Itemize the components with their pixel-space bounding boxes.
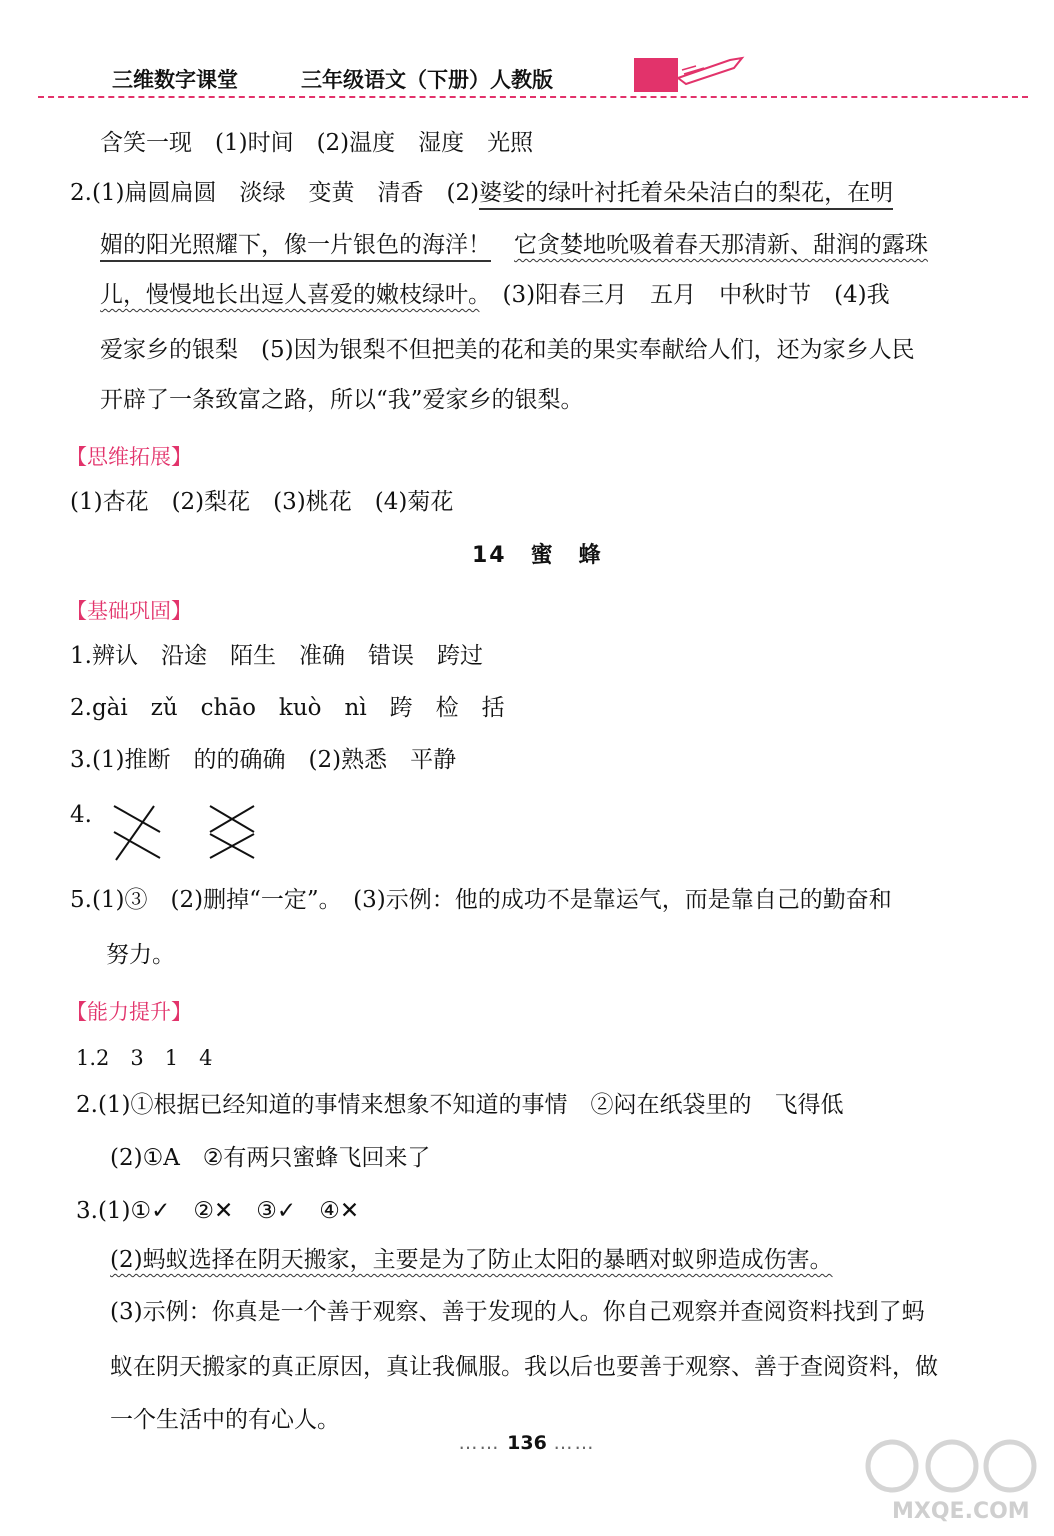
wavy-underlined-answer: (2)蚂蚁选择在阴天搬家，主要是为了防止太阳的暴晒对蚁卵造成伤害。 (110, 1247, 833, 1273)
answer-line: 2.gài zǔ chāo kuò nì 跨 检 括 (70, 695, 505, 721)
answer-line: 含笑一现 (1)时间 (2)温度 湿度 光照 (100, 130, 534, 156)
answer-line: (2)①A ②有两只蜜蜂飞回来了 (110, 1145, 431, 1171)
watermark-logo: MXQE.COM (852, 1430, 1042, 1530)
answer-line (100, 280, 890, 310)
answer-line (100, 230, 928, 260)
answer-line: 爱家乡的银梨 (5)因为银梨不但把美的花和美的果实奉献给人们，还为家乡人民 (100, 337, 915, 363)
answer-line: 1.辨认 沿途 陌生 准确 错误 跨过 (70, 643, 483, 669)
header-book-title: 三年级语文（下册）人教版 (301, 68, 553, 92)
underlined-answer: 媚的阳光照耀下，像一片银色的海洋！ (100, 232, 491, 262)
answer-line: 蚁在阴天搬家的真正原因，真让我佩服。我以后也要善于观察、善于查阅资料，做 (110, 1354, 938, 1380)
answer-text: 2.(1)扁圆扁圆 淡绿 变黄 清香 (2) (70, 180, 480, 206)
answer-text: (3)阳春三月 五月 中秋时节 (4)我 (502, 282, 890, 308)
answer-line: 一个生活中的有心人。 (110, 1407, 340, 1433)
section-heading: 【能力提升】 (66, 1000, 192, 1024)
answer-line: 4. (70, 802, 92, 828)
answer-line (70, 178, 893, 208)
underlined-answer: 婆娑的绿叶衬托着朵朵洁白的梨花，在明 (479, 180, 893, 210)
answer-line: 开辟了一条致富之路，所以“我”爱家乡的银梨。 (100, 387, 584, 413)
answer-line: 1.2 3 1 4 (76, 1046, 213, 1070)
answer-line: 3.(1)①✓ ②✕ ③✓ ④✕ (76, 1198, 360, 1224)
lesson-title: 14 蜜 蜂 (472, 543, 603, 568)
header-series-title: 三维数字课堂 (112, 68, 238, 92)
watermark-icon (852, 1430, 1042, 1502)
page-number: …… 136 …… (458, 1432, 596, 1454)
answer-line: 努力。 (106, 942, 175, 968)
answer-line: 3.(1)推断 的的确确 (2)熟悉 平静 (70, 747, 457, 773)
wavy-underlined-answer: 它贪婪地吮吸着春天那清新、甜润的露珠 (514, 232, 928, 258)
wavy-underlined-answer: 儿，慢慢地长出逗人喜爱的嫩枝绿叶。 (100, 282, 480, 308)
answer-line: 2.(1)①根据已经知道的事情来想象不知道的事情 ②闷在纸袋里的 飞得低 (76, 1092, 844, 1118)
section-heading: 【思维拓展】 (66, 445, 192, 469)
answer-line (110, 1245, 833, 1275)
answer-line: (1)杏花 (2)梨花 (3)桃花 (4)菊花 (70, 489, 454, 515)
rocket-badge-icon (634, 54, 746, 94)
section-heading: 【基础巩固】 (66, 599, 192, 623)
answer-line: (3)示例：你真是一个善于观察、善于发现的人。你自己观察并查阅资料找到了蚂 (110, 1299, 925, 1325)
matching-lines-icon (208, 800, 258, 864)
header-divider (38, 96, 1028, 98)
matching-lines-icon (112, 800, 164, 864)
answer-line: 5.(1)③ (2)删掉“一定”。 (3)示例：他的成功不是靠运气，而是靠自己的勤奋和 (70, 887, 892, 913)
